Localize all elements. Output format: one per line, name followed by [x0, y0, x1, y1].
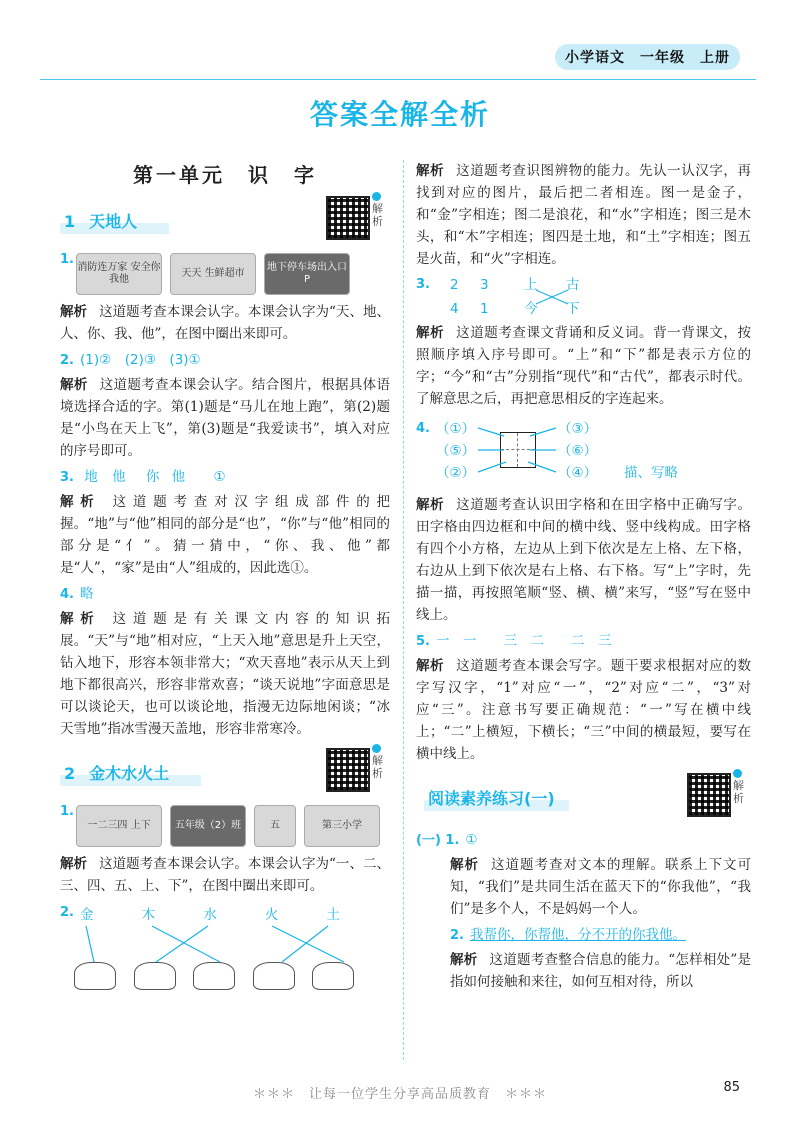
play-icon	[372, 744, 381, 753]
lesson-1-number: 1	[64, 212, 76, 231]
lesson1-question-3	[60, 466, 390, 579]
reading-question-1	[416, 829, 751, 920]
reading-question-2	[416, 924, 751, 993]
lesson-2-label	[60, 762, 201, 786]
answer: 一 一 三 二 二 三	[435, 633, 612, 649]
explanation-tag: 解析	[416, 325, 445, 341]
qr-label: 解析	[372, 754, 383, 780]
grid-label: （⑥）	[558, 443, 598, 459]
lesson1-question-1	[60, 248, 390, 345]
left-column	[60, 158, 390, 1000]
char-xia: 下	[566, 301, 580, 317]
explanation	[450, 949, 751, 993]
qr-label: 解析	[733, 779, 744, 805]
page-title: 答案全解全析	[309, 98, 490, 131]
answer: (1)② (2)③ (3)①	[79, 352, 201, 368]
qr-block-2[interactable]	[326, 748, 390, 798]
question-3	[416, 274, 751, 410]
question-number: 2.	[450, 928, 464, 943]
lesson-1-name: 天地人	[89, 212, 138, 231]
antonym-match	[416, 274, 751, 320]
qr-block-3[interactable]	[687, 773, 751, 823]
element-icons	[74, 962, 354, 990]
play-icon	[372, 192, 381, 201]
explanation	[416, 160, 751, 270]
page-number: 85	[723, 1080, 740, 1095]
parking-sign-image: 地下停车场出入口 P	[264, 253, 350, 295]
fire-safety-sign-image: 消防连万家 安全你我他	[76, 253, 162, 295]
question-number: 2.	[60, 905, 74, 920]
tian-grid-match	[416, 418, 751, 488]
grid-label: （③）	[558, 421, 598, 437]
grid-right-labels	[558, 418, 597, 484]
explanation-text: 这道题考查本课会认字。本课会认字为“一、二、三、四、五、上、下”，在图中圈出来即可。	[60, 856, 391, 894]
soil-icon	[253, 962, 295, 990]
lesson-1-header	[60, 202, 390, 242]
question-number: 4.	[60, 587, 74, 602]
question-number: 5.	[416, 634, 430, 649]
question-number: 2.	[60, 353, 74, 368]
lesson1-question-2	[60, 349, 390, 462]
explanation-text: 这道题考查识图辨物的能力。先认一认汉字，再找到对应的图片，最后把二者相连。图一是金子，和“金”字相连；图二是浪花，和“水”字相连；图三是木头，和“木”字相连；图四是土地，和“土”字相连；图五是火苗，和“火”字相连。	[416, 163, 752, 267]
explanation	[60, 491, 390, 579]
explanation-tag: 解析	[450, 952, 478, 968]
wood-icon	[193, 962, 235, 990]
explanation-tag: 解析	[60, 377, 88, 393]
explanation-tag: 解析	[416, 163, 445, 179]
book-tag: 小学语文 一年级 上册	[555, 44, 740, 70]
explanation-tag: 解析	[60, 856, 88, 872]
lesson-1-label	[60, 210, 169, 234]
char-shang: 上	[524, 277, 538, 293]
explanation	[60, 853, 390, 897]
question-number: (一) 1.	[416, 833, 460, 848]
badge-image: 五	[254, 805, 296, 847]
exercise-poster-image: 一二三四 上下	[76, 805, 162, 847]
wave-icon	[134, 962, 176, 990]
qr-label: 解析	[372, 202, 383, 228]
footer-slogan: ＊＊＊ 让每一位学生分享高品质教育 ＊＊＊	[252, 1087, 547, 1102]
question-4	[416, 418, 751, 626]
image-row	[76, 253, 390, 295]
explanation	[416, 494, 751, 626]
reading-section-header	[416, 779, 751, 823]
lesson1-question-4	[60, 583, 390, 740]
seq-1: 2	[450, 277, 459, 293]
explanation-tag: 解析	[60, 611, 101, 627]
char-fire: 火	[264, 907, 279, 923]
answer: ①	[465, 832, 478, 848]
answer-choice: ①	[213, 469, 226, 485]
lesson2-question-1	[60, 800, 390, 897]
question-5	[416, 630, 751, 765]
question-number: 4.	[416, 421, 430, 436]
char-earth: 土	[326, 907, 340, 923]
explanation-text: 这道题考查本课会认字。本课会认字为“天、地、人、你、我、他”，在图中圈出来即可。	[60, 304, 391, 342]
supermarket-sign-image: 天天 生鲜超市	[170, 253, 256, 295]
right-column	[416, 158, 751, 997]
lesson-2-number: 2	[64, 764, 76, 783]
column-divider	[403, 160, 404, 1060]
seq-2: 3	[480, 277, 489, 293]
qr-code-icon[interactable]	[687, 773, 731, 817]
reading-title: 阅读素养练习(一)	[424, 787, 569, 811]
explanation-text: 这道题考查对文本的理解。联系上下文可知，“我们”是共同生活在蓝天下的“你我他”，“我们”是多个人，不是妈妈一个人。	[450, 857, 751, 917]
grid-label: （⑤）	[436, 443, 476, 459]
explanation	[416, 655, 751, 765]
seq-3: 4	[450, 301, 459, 317]
qr-code-icon[interactable]	[326, 196, 370, 240]
image-row	[76, 805, 390, 847]
explanation-text: 这道题考查对汉字组成部件的把握。“地”与“他”相同的部分是“也”，“你”与“他”相同的部分是“亻”。猜一猜中，“你、我、他”都是“人”，“家”是由“人”组成的，因此选①。	[60, 494, 391, 576]
explanation	[60, 608, 390, 740]
answer-char-3: 你	[145, 469, 160, 485]
char-jin: 今	[524, 301, 538, 317]
explanation-tag: 解析	[60, 304, 88, 320]
play-icon	[733, 769, 742, 778]
explanation-tag: 解析	[60, 494, 101, 510]
explanation-text: 这道题考查认识田字格和在田字格中正确写字。田字格由四边框和中间的横中线、竖中线构成。田字格有四个小方格，左边从上到下依次是左上格、左下格，右边从上到下依次是右上格、右下格。写“上”字时，先描一描，再按照笔顺“竖、横、横”来写，“竖”写在竖中线上。	[416, 497, 752, 623]
answer: 我帮你，你帮他，分不开的你我他。	[469, 927, 686, 943]
lesson2-question-2	[60, 901, 390, 994]
char-water: 水	[203, 907, 217, 923]
explanation-text: 这道题考查课文背诵和反义词。背一背课文，按照顺序填入序号即可。“上”和“下”都是表示方位的字；“今”和“古”分别指“现代”和“古代”，都表示时代。了解意思之后，再把意思相反的字连起来。	[416, 325, 752, 407]
question-number: 1.	[60, 252, 74, 267]
lesson-2-name: 金木水火土	[89, 764, 170, 783]
grid-label: （④）	[558, 465, 598, 481]
explanation-tag: 解析	[450, 857, 479, 873]
explanation-text: 这道题是有关课文内容的知识拓展。“天”与“地”相对应，“上天入地”意思是升上天空，钻入地下，形容本领非常大；“欢天喜地”表示从天上到地下都很高兴，形容非常欢喜；“谈天说地”字面意思是可以谈论天，也可以谈论地，指漫无边际地闲谈；“冰天雪地”指冰雪漫天盖地，形容非常寒冷。	[60, 611, 391, 737]
answer-char-1: 地	[84, 469, 100, 485]
char-gold: 金	[80, 907, 94, 923]
explanation-tag: 解析	[416, 658, 445, 674]
header-rule	[40, 79, 756, 80]
gold-icon	[74, 962, 116, 990]
answer-char-4: 他	[171, 469, 186, 485]
explanation-text: 这道题考查整合信息的能力。“怎样相处”是指如何接触和来往，如何互相对待，所以	[450, 952, 751, 990]
answer-char-2: 他	[112, 469, 126, 485]
explanation-text: 这道题考查本课会写字。题干要求根据对应的数字写汉字，“1”对应“一”，“2”对应“二”，“3”对应“三”。注意书写要正确规范：“一”写在横中线上；“二”上横短，下横长；“三”中间的横最短，要写在横中线上。	[416, 658, 752, 762]
explanation-text: 这道题考查本课会认字。结合图片，根据具体语境选择合适的字。第(1)题是“马儿在地上跑”，第(2)题是“小鸟在天上飞”，第(3)题是“我爱读书”，填入对应的序号即可。	[60, 377, 391, 459]
answer: 略	[79, 586, 94, 602]
question-number: 3.	[416, 277, 430, 292]
char-wood: 木	[141, 907, 156, 923]
class-sign-image: 五年级（2）班	[170, 805, 246, 847]
lesson-2-header	[60, 754, 390, 794]
flame-icon	[312, 962, 354, 990]
qr-block-1[interactable]	[326, 196, 390, 246]
seq-4: 1	[480, 301, 489, 317]
school-sign-image: 第三小学	[304, 805, 380, 847]
explanation	[60, 301, 390, 345]
qr-code-icon[interactable]	[326, 748, 370, 792]
grid-label: （②）	[436, 465, 476, 481]
answer-note: 描、写略	[624, 465, 678, 481]
antonym-lines	[416, 274, 616, 320]
char-gu: 古	[566, 277, 580, 293]
explanation	[416, 322, 751, 410]
unit-title: 第一单元 识 字	[133, 163, 317, 187]
matching-diagram	[60, 904, 390, 994]
explanation	[60, 374, 390, 462]
question-number: 1.	[60, 804, 74, 819]
question-number: 3.	[60, 470, 74, 485]
grid-label: （①）	[436, 421, 476, 437]
explanation	[416, 854, 751, 920]
explanation-tag: 解析	[416, 497, 445, 513]
